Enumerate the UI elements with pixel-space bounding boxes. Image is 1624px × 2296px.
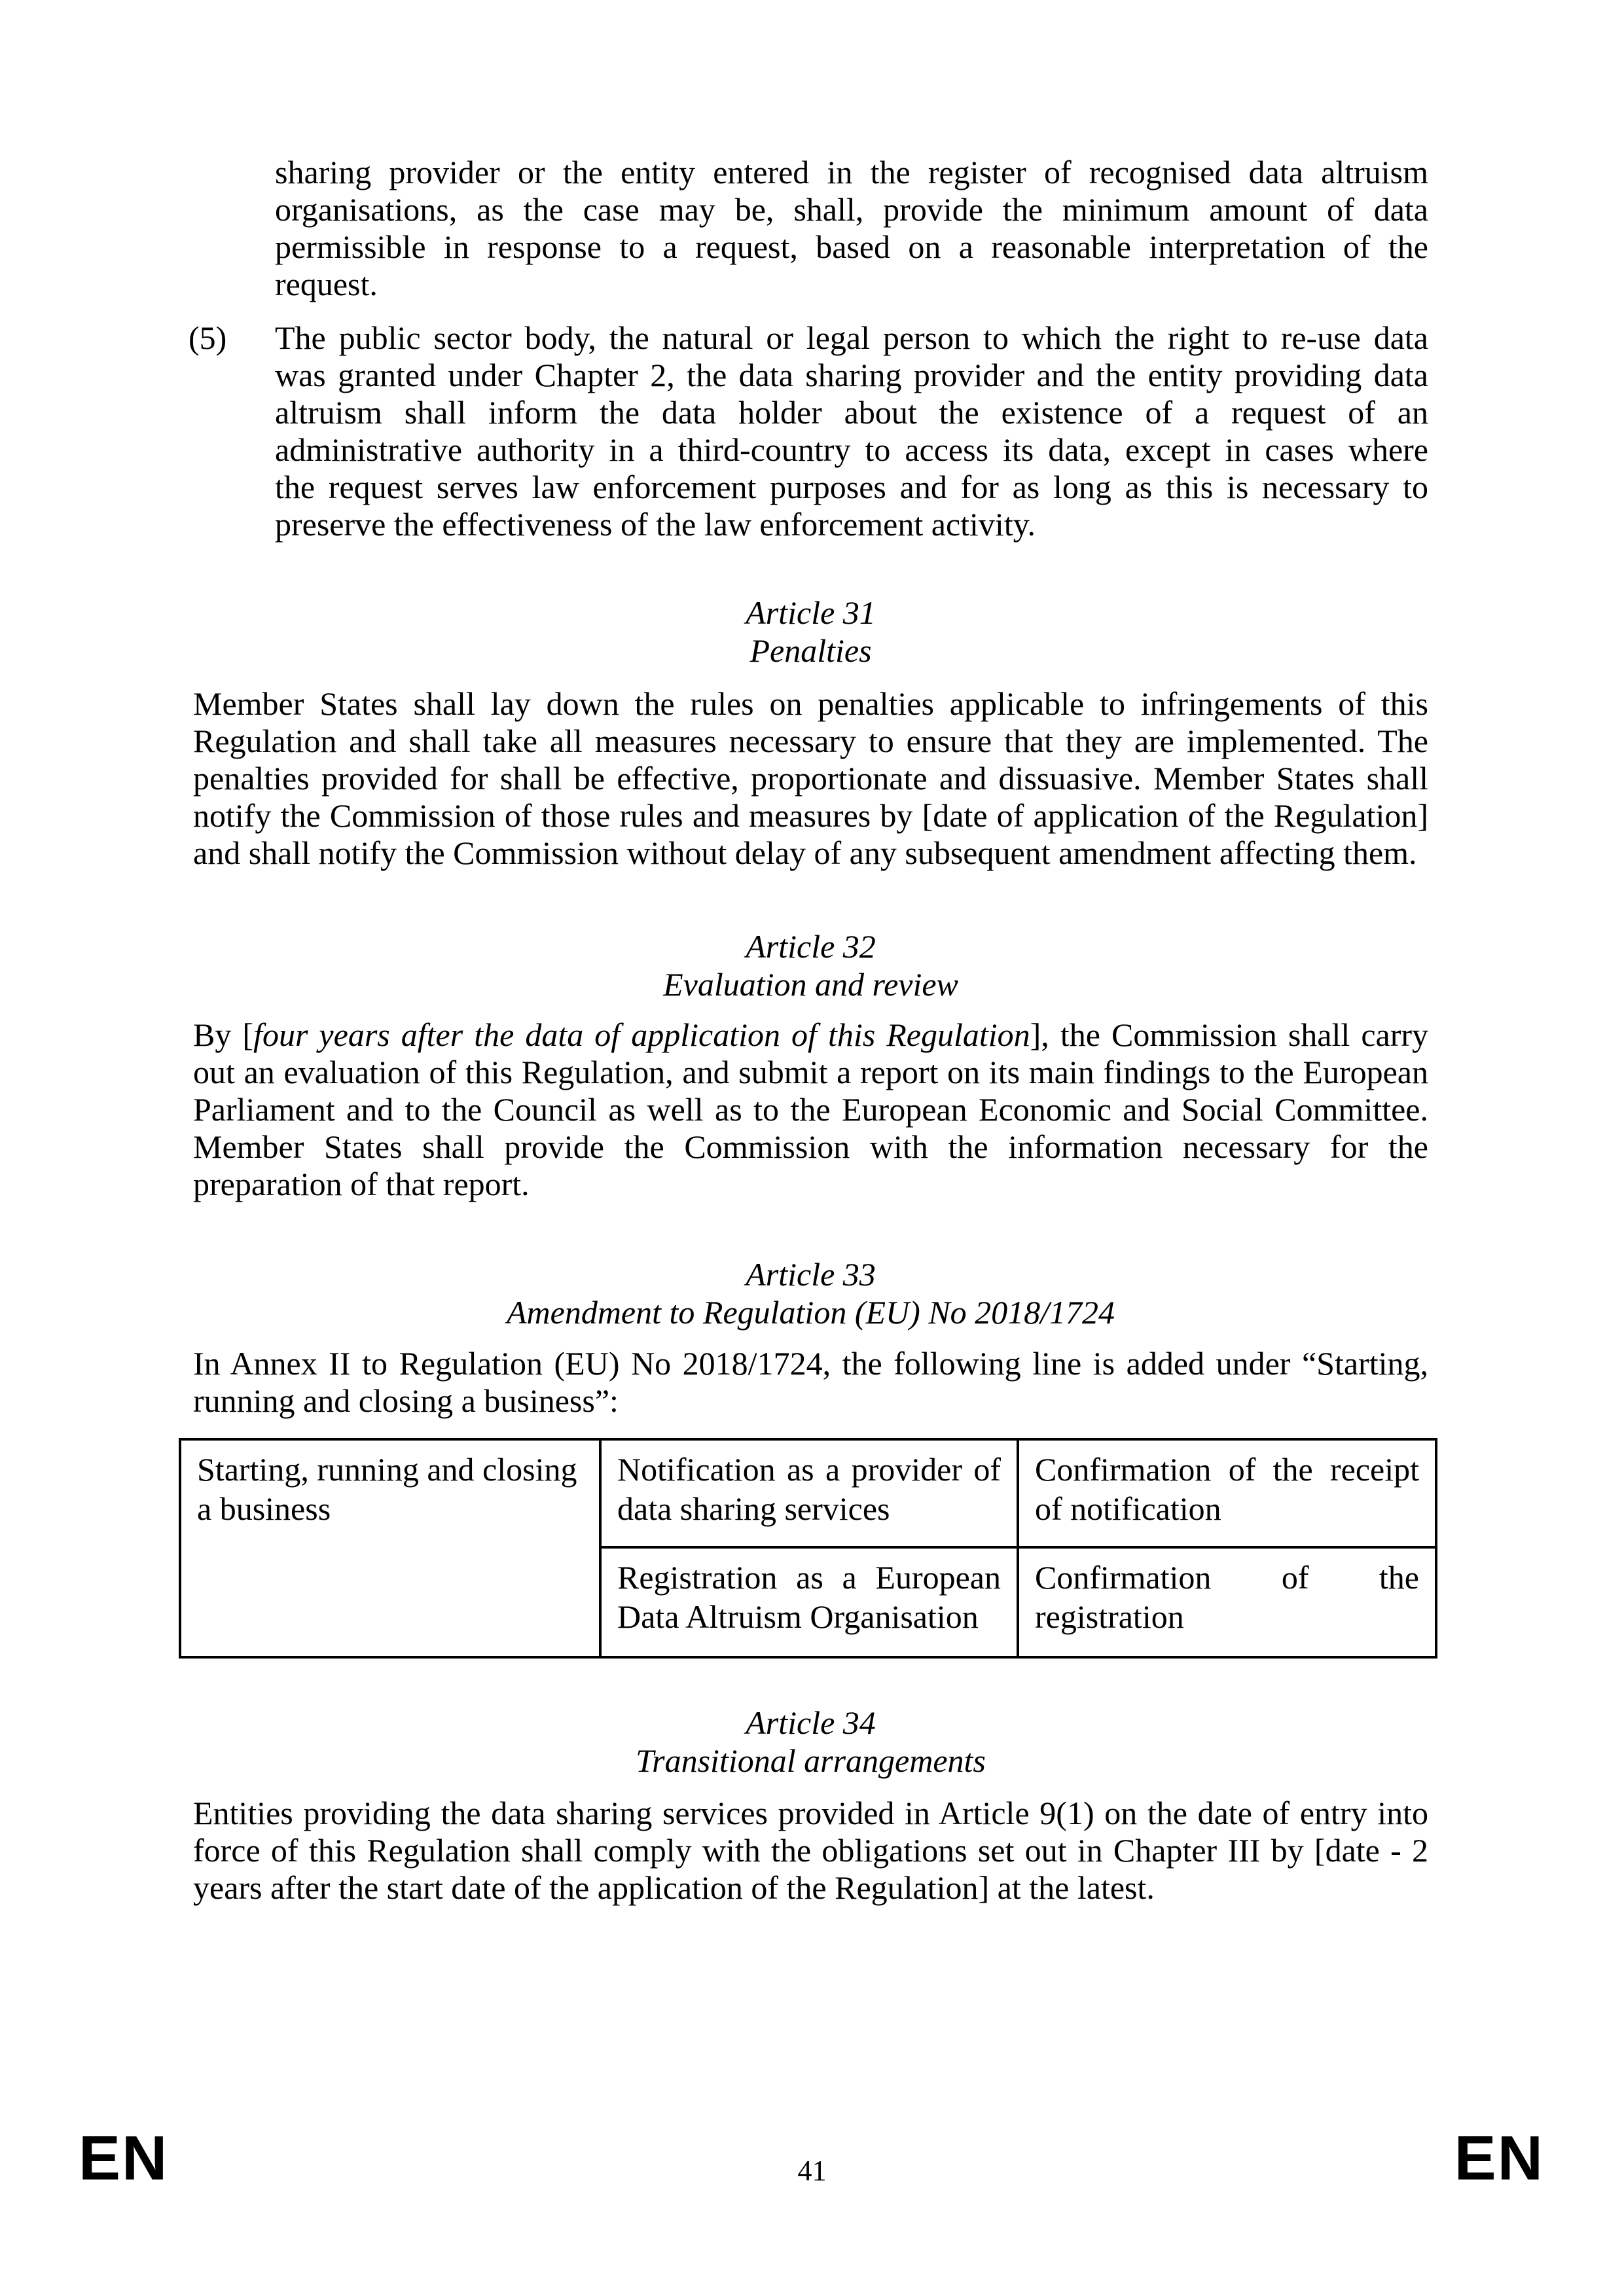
annex-table: [179, 1438, 1437, 1659]
table-cell-confirmation-registration: [1018, 1547, 1436, 1657]
text-line: Confirmation of the: [1035, 1559, 1419, 1596]
text-line: was granted under Chapter 2, the data sharing provider and the entity providing data: [275, 357, 1428, 393]
article-32-heading: [193, 927, 1428, 1003]
table-cell-confirmation-receipt: [1018, 1439, 1436, 1547]
table-cell-registration: [600, 1547, 1018, 1657]
text-line: and shall notify the Commission without delay of any subsequent amendment affecting them.: [193, 834, 1417, 871]
article-32-title: Evaluation and review: [663, 966, 958, 1003]
text-line: organisations, as the case may be, shall, provide the minimum amount of data: [275, 191, 1428, 228]
text-line: Member States shall lay down the rules on penalties applicable to infringements of this: [193, 685, 1428, 722]
text-line: administrative authority in a third-country to access its data, except in cases where: [275, 431, 1428, 468]
article-34-body: [193, 1795, 1428, 1907]
text-line: sharing provider or the entity entered in the register of recognised data altruism: [275, 154, 1428, 190]
list-number-5: (5): [189, 319, 227, 356]
article-31-number: Article 31: [746, 594, 876, 631]
text-line: altruism shall inform the data holder about the existence of a request of an: [275, 394, 1428, 431]
annex-table-row-1: [180, 1439, 1436, 1547]
text-line: In Annex II to Regulation (EU) No 2018/1724, the following line is added under “Starting,: [193, 1345, 1428, 1382]
footer-language-left: EN: [79, 2123, 169, 2193]
article-32-body: [193, 1016, 1428, 1203]
text-line: permissible in response to a request, based on a reasonable interpretation of the: [275, 228, 1428, 265]
text-line: [193, 1016, 1428, 1054]
text-line: Notification as a provider of: [617, 1451, 1001, 1488]
text-line: Entities providing the data sharing services provided in Article 9(1) on the date of entry into: [193, 1795, 1428, 1831]
text-segment: By [: [193, 1016, 254, 1053]
text-line: notify the Commission of those rules and measures by [date of application of the Regulation]: [193, 797, 1428, 834]
paragraph-item-5: [275, 319, 1428, 543]
article-33-heading: [193, 1255, 1428, 1331]
text-line: running and closing a business”:: [193, 1382, 619, 1419]
article-34-number: Article 34: [746, 1704, 876, 1741]
article-31-heading: [193, 594, 1428, 670]
article-31-body: [193, 685, 1428, 872]
article-31-title: Penalties: [749, 632, 872, 669]
table-cell-notification: [600, 1439, 1018, 1547]
text-line: Confirmation of the receipt: [1035, 1451, 1419, 1488]
text-line: Parliament and to the Council as well as to the European Economic and Social Committee.: [193, 1091, 1428, 1128]
text-line: Starting, running and closing: [197, 1451, 577, 1488]
text-line: Regulation and shall take all measures necessary to ensure that they are implemented. The: [193, 723, 1428, 759]
text-line: out an evaluation of this Regulation, and submit a report on its main findings to the European: [193, 1054, 1428, 1090]
page-number: 41: [797, 2155, 827, 2187]
paragraph-continuation: [275, 154, 1428, 303]
text-line: force of this Regulation shall comply with the obligations set out in Chapter III by [date - 2: [193, 1832, 1428, 1869]
text-line: Data Altruism Organisation: [617, 1598, 979, 1635]
text-line: penalties provided for shall be effective, proportionate and dissuasive. Member States shall: [193, 760, 1428, 797]
text-segment: ], the Commission shall carry: [1030, 1016, 1428, 1053]
text-line: Registration as a European: [617, 1559, 1001, 1596]
article-34-title: Transitional arrangements: [636, 1742, 986, 1779]
article-33-title: Amendment to Regulation (EU) No 2018/1724: [506, 1294, 1115, 1331]
footer-language-right: EN: [1454, 2123, 1544, 2193]
text-line: years after the start date of the application of the Regulation] at the latest.: [193, 1869, 1155, 1906]
article-33-body: [193, 1345, 1428, 1420]
italic-text-segment: four years after the data of application of this Regulation: [253, 1016, 1030, 1053]
text-line: The public sector body, the natural or legal person to which the right to re-use data: [275, 319, 1428, 356]
text-line: of notification: [1035, 1490, 1221, 1527]
text-line: Member States shall provide the Commission with the information necessary for the: [193, 1128, 1428, 1165]
article-34-heading: [193, 1704, 1428, 1780]
article-33-number: Article 33: [746, 1256, 876, 1293]
text-line: a business: [197, 1490, 331, 1527]
text-line: request.: [275, 266, 378, 302]
text-line: data sharing services: [617, 1490, 890, 1527]
text-line: the request serves law enforcement purposes and for as long as this is necessary to: [275, 469, 1428, 505]
text-line: preserve the effectiveness of the law enforcement activity.: [275, 506, 1036, 543]
text-line: preparation of that report.: [193, 1166, 530, 1202]
article-32-number: Article 32: [746, 928, 876, 965]
table-cell-category: [180, 1439, 600, 1657]
text-line: registration: [1035, 1598, 1184, 1635]
